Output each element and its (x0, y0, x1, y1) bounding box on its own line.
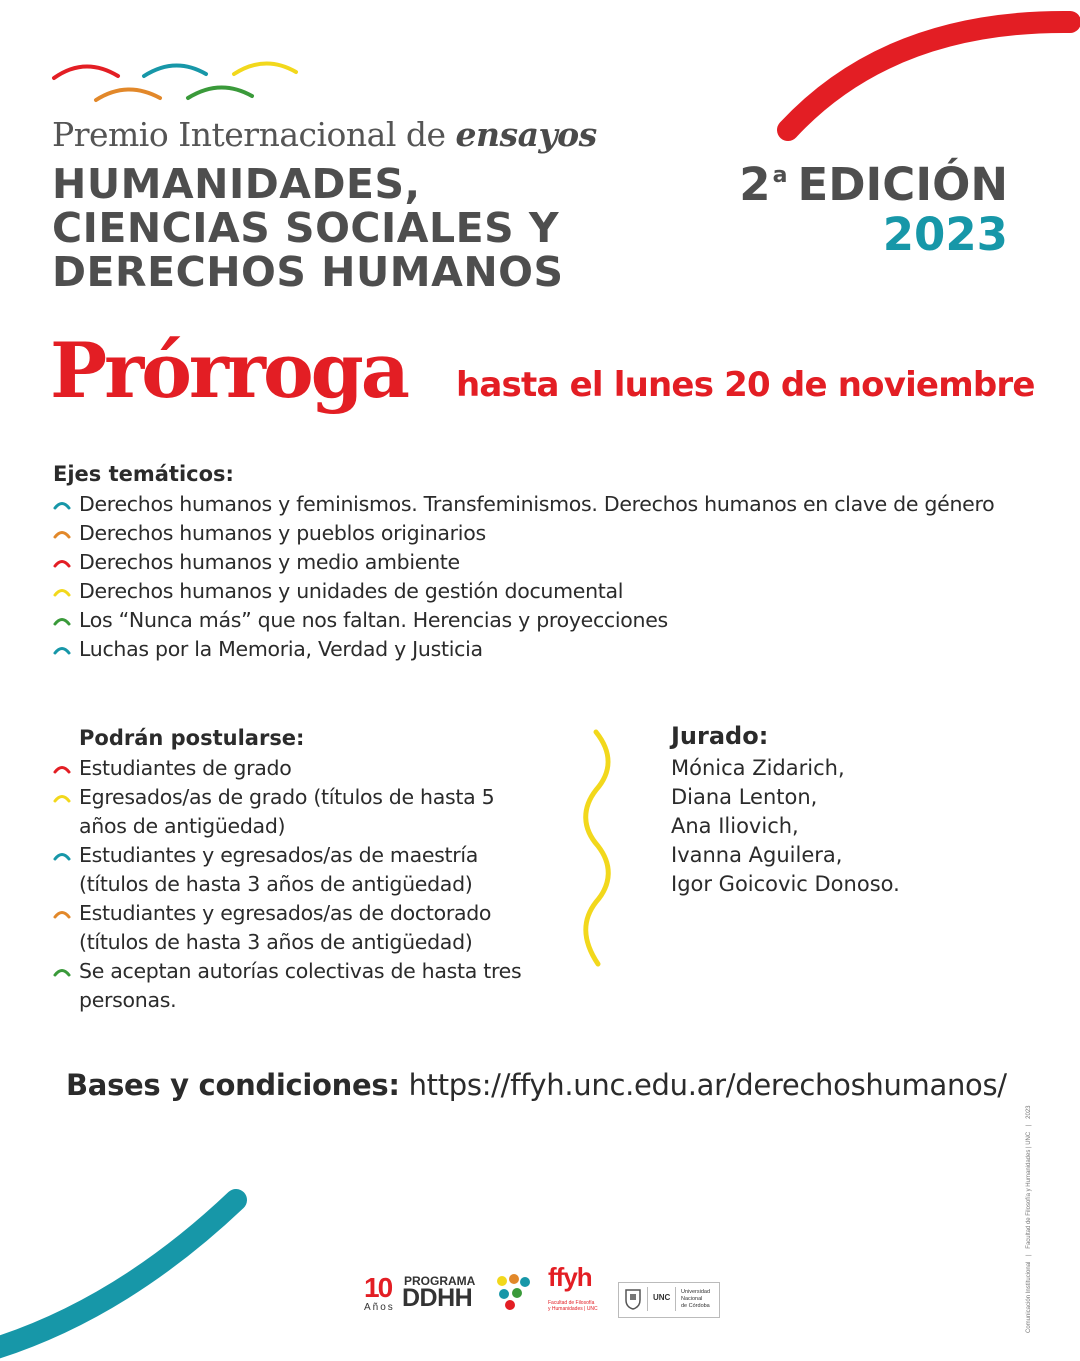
bases-label: Bases y condiciones: (66, 1068, 400, 1102)
ffyh-sub2: y Humanidades | UNC (548, 1306, 598, 1312)
unc-logo (618, 1282, 720, 1318)
title-line-3: DERECHOS HUMANOS (52, 248, 564, 296)
arc-bullet-icon (53, 556, 71, 568)
edition (739, 158, 1008, 211)
edition-number: 2 (739, 158, 771, 211)
eje-item (53, 606, 668, 635)
credit-year: 2023 (1026, 1105, 1032, 1119)
bases-line (66, 1068, 1007, 1102)
title-line-1: HUMANIDADES, (52, 160, 421, 208)
subtitle (52, 115, 597, 154)
red-arc-decoration (770, 0, 1080, 150)
arc-bullet-icon (53, 907, 71, 919)
arc-bullet-icon (53, 498, 71, 510)
ffyh-logo (546, 1258, 608, 1318)
headline-prorroga: Prórroga (50, 326, 408, 415)
arc-bullet-icon (53, 527, 71, 539)
arc-bullet-icon (53, 643, 71, 655)
credit-faculty: Facultad de Filosofía y Humanidades | UNC (1026, 1131, 1032, 1249)
postulante-item-line: Egresados/as de grado (títulos de hasta 5 (79, 785, 495, 809)
deadline-text: hasta el lunes 20 de noviembre (456, 365, 1035, 405)
eje-item-label: Derechos humanos y unidades de gestión documental (79, 579, 624, 603)
eje-item-label: Derechos humanos y medio ambiente (79, 550, 460, 574)
ddhh-number: 10 (364, 1272, 392, 1303)
ddhh-logo (360, 1270, 530, 1320)
ddhh-years: Años (364, 1302, 395, 1313)
ffyh-sub1: Facultad de Filosofía (548, 1300, 595, 1306)
edition-label: EDICIÓN (797, 158, 1008, 211)
side-credit: Comunicación Institucional | Facultad de Filosofía y Humanidades | UNC | 2023 (1026, 1105, 1032, 1333)
eje-item-label: Derechos humanos y feminismos. Transfeminismos. Derechos humanos en clave de género (79, 492, 995, 516)
postulante-item-line: (títulos de hasta 3 años de antigüedad) (79, 872, 473, 896)
dots-icon (496, 1274, 530, 1310)
edition-year: 2023 (882, 208, 1008, 261)
ddhh-program: PROGRAMA (404, 1274, 476, 1288)
arc-bullet-icon (53, 585, 71, 597)
eje-item (53, 635, 483, 664)
eje-item-label: Derechos humanos y pueblos originarios (79, 521, 486, 545)
subtitle-emphasis: ensayos (455, 115, 597, 154)
jurado-member: Ana Iliovich, (671, 814, 799, 838)
jurado-heading: Jurado: (671, 722, 769, 750)
postulante-item (53, 841, 478, 899)
arc-bullet-icon (53, 849, 71, 861)
eje-item-label: Luchas por la Memoria, Verdad y Justicia (79, 637, 483, 661)
ejes-heading: Ejes temáticos: (53, 462, 234, 486)
jurado-list (671, 754, 900, 899)
postulante-item (53, 899, 491, 957)
jurado-member: Mónica Zidarich, (671, 756, 845, 780)
eje-item (53, 577, 623, 606)
unc-shield-icon (624, 1288, 642, 1310)
jurado-member: Ivanna Aguilera, (671, 843, 843, 867)
unc-line1: Universidad (681, 1289, 711, 1295)
eje-item-label: Los “Nunca más” que nos faltan. Herencias y proyecciones (79, 608, 668, 632)
edition-ordinal: a (772, 163, 788, 188)
teal-arc-decoration (0, 1180, 260, 1361)
arc-bullet-icon (53, 614, 71, 626)
jurado-member: Diana Lenton, (671, 785, 818, 809)
postulante-item-line: Estudiantes de grado (79, 756, 292, 780)
postulante-item-line: (títulos de hasta 3 años de antigüedad) (79, 930, 473, 954)
postulante-item-line: Estudiantes y egresados/as de maestría (79, 843, 479, 867)
arcs-logo-icon (50, 58, 310, 108)
subtitle-prefix: Premio Internacional de (52, 115, 446, 154)
ffyh-name: ffyh (548, 1262, 592, 1292)
credit-area: Comunicación Institucional (1026, 1261, 1032, 1333)
arc-bullet-icon (53, 791, 71, 803)
eje-item (53, 519, 486, 548)
postulante-item-line: Se aceptan autorías colectivas de hasta tres (79, 959, 522, 983)
arc-bullet-icon (53, 762, 71, 774)
ddhh-name: DDHH (402, 1284, 473, 1312)
postulante-item-line: Estudiantes y egresados/as de doctorado (79, 901, 492, 925)
squiggle-divider (578, 728, 618, 973)
postulante-item (53, 754, 291, 783)
jurado-member: Igor Goicovic Donoso. (671, 872, 900, 896)
postulante-item-line: años de antigüedad) (79, 814, 286, 838)
unc-line3: de Córdoba (681, 1303, 710, 1309)
eje-item (53, 490, 994, 519)
postulante-item (53, 957, 521, 1015)
postulante-item-line: personas. (79, 988, 177, 1012)
unc-line2: Nacional (681, 1296, 703, 1302)
title-line-2: CIENCIAS SOCIALES Y (52, 204, 560, 252)
postulante-item (53, 783, 494, 841)
eje-item (53, 548, 460, 577)
unc-abbr: UNC (653, 1293, 671, 1302)
postulantes-heading: Podrán postularse: (79, 726, 305, 750)
bases-url[interactable]: https://ffyh.unc.edu.ar/derechoshumanos/ (408, 1068, 1007, 1102)
arc-bullet-icon (53, 965, 71, 977)
